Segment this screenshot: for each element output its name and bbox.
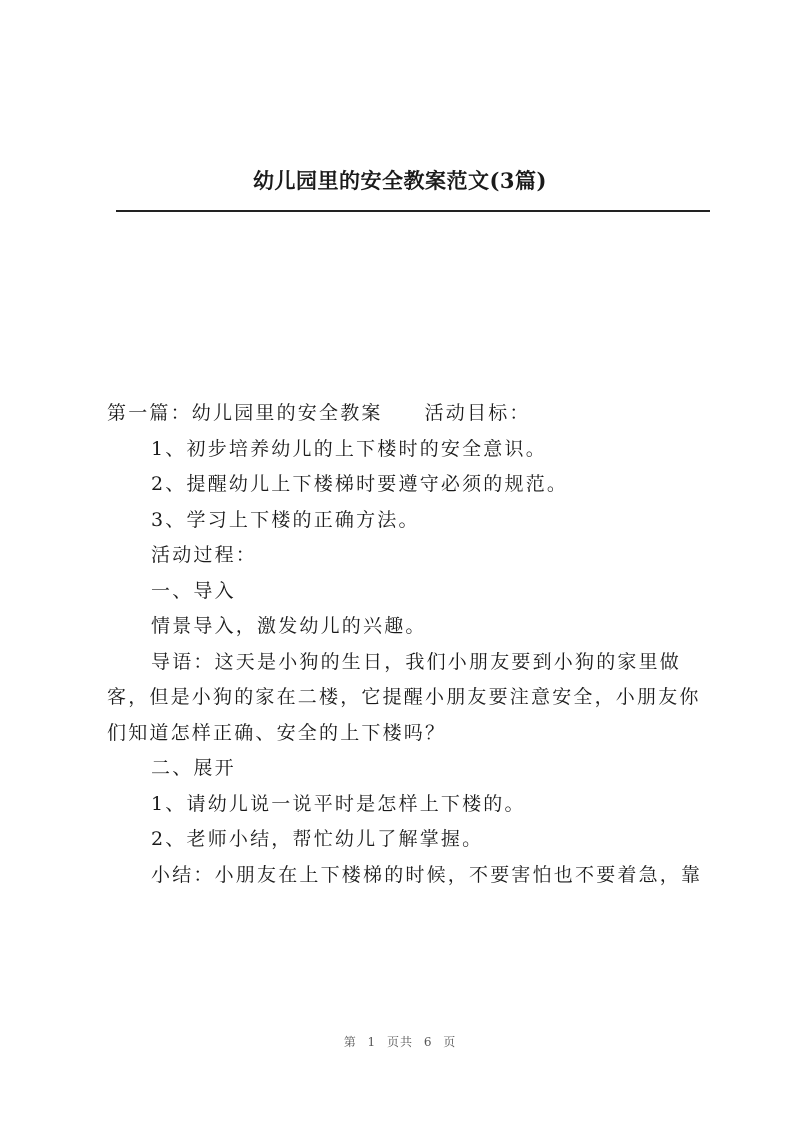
- paragraph-line: 客，但是小狗的家在二楼，它提醒小朋友要注意安全，小朋友你: [107, 686, 701, 708]
- paragraph-line: 活动过程：: [151, 544, 258, 566]
- document-title: 幼儿园里的安全教案范文(3篇): [253, 168, 547, 193]
- section-heading-line: [107, 396, 711, 432]
- paragraph-line: 导语：这天是小狗的生日，我们小朋友要到小狗的家里做: [151, 650, 682, 673]
- paragraph-line: 2、提醒幼儿上下楼梯时要遵守必须的规范。: [151, 473, 569, 495]
- paragraph-line: 一、导入: [151, 579, 236, 602]
- paragraph-line: 小结：小朋友在上下楼梯的时候，不要害怕也不要着急，靠: [151, 863, 703, 886]
- section-heading: 第一篇：幼儿园里的安全教案: [107, 402, 383, 424]
- document-body: [107, 396, 711, 893]
- paragraph-line: 3、学习上下楼的正确方法。: [151, 508, 420, 531]
- title-underline: [116, 210, 710, 212]
- paragraph-line: 情景导入，激发幼儿的兴趣。: [151, 615, 427, 637]
- paragraph-line: 1、初步培养幼儿的上下楼时的安全意识。: [151, 437, 547, 460]
- paragraph-line: 1、请幼儿说一说平时是怎样上下楼的。: [151, 792, 526, 815]
- paragraph-line: 2、老师小结，帮忙幼儿了解掌握。: [151, 828, 484, 850]
- paragraph-line: 们知道怎样正确、安全的上下楼吗？: [107, 721, 447, 744]
- page-number-footer: 第 1 页共 6 页: [343, 1035, 457, 1049]
- paragraph-line: 二、展开: [151, 757, 236, 779]
- activity-goals-label: 活动目标：: [424, 402, 531, 424]
